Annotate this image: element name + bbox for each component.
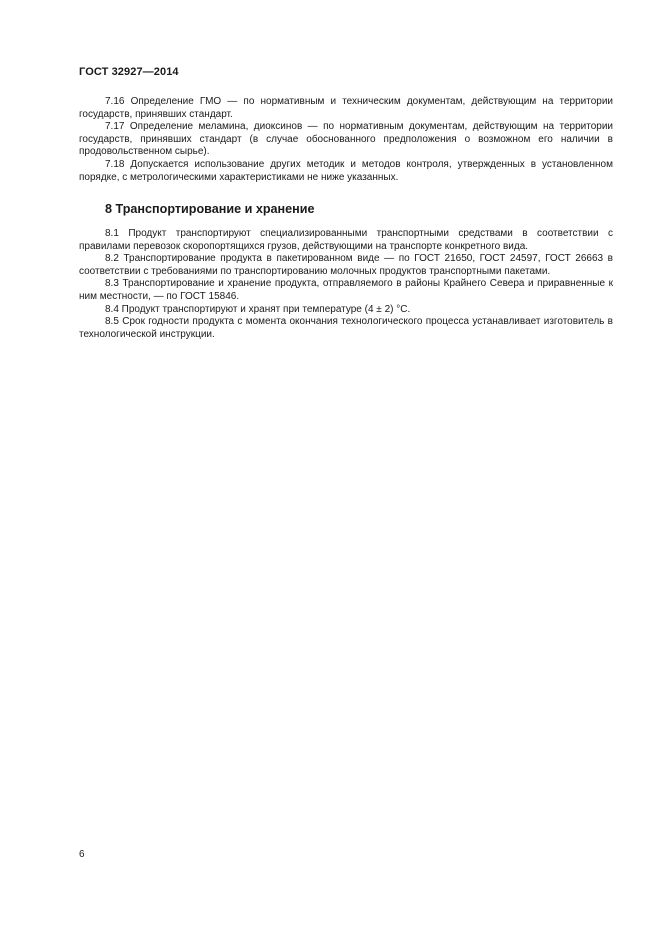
section-8-heading: 8 Транспортирование и хранение: [105, 202, 315, 216]
paragraph-7-18: 7.18 Допускается использование других методик и методов контроля, утвержденных в установленном порядке, с метрологическими характеристиками не ниже указанных.: [79, 158, 613, 183]
page-number: 6: [79, 849, 85, 860]
paragraph-8-3: 8.3 Транспортирование и хранение продукта, отправляемого в районы Крайнего Севера и приравненные к ним местности, — по ГОСТ 15846.: [79, 278, 613, 302]
paragraph-8-4: 8.4 Продукт транспортируют и хранят при температуре (4 ± 2) °С.: [105, 303, 411, 315]
paragraph-8-2: 8.2 Транспортирование продукта в пакетированном виде — по ГОСТ 21650, ГОСТ 24597, ГОСТ 26663 в соответствии с требованиями по транспортированию молочных продуктов транспортными пакетами.: [79, 253, 613, 277]
paragraph-8-5: 8.5 Срок годности продукта с момента окончания технологического процесса устанавливает изготовитель в технологической инструкции.: [79, 316, 613, 340]
paragraph-7-17: 7.17 Определение меламина, диоксинов — по нормативным документам, действующим на территории государств, принявших стандарт (в случае обоснованного предположения о возможном его наличии в продовольственном сырье).: [79, 121, 613, 158]
section-8-body: [79, 228, 613, 341]
document-header: ГОСТ 32927—2014: [79, 66, 179, 78]
section-7-body: [79, 96, 613, 184]
paragraph-8-1: 8.1 Продукт транспортируют специализированными транспортными средствами в соответствии с правилами перевозок скоропортящихся грузов, действующими на транспорте конкретного вида.: [79, 228, 613, 252]
paragraph-7-16: 7.16 Определение ГМО — по нормативным и техническим документам, действующим на территории государств, принявших стандарт.: [79, 96, 613, 120]
